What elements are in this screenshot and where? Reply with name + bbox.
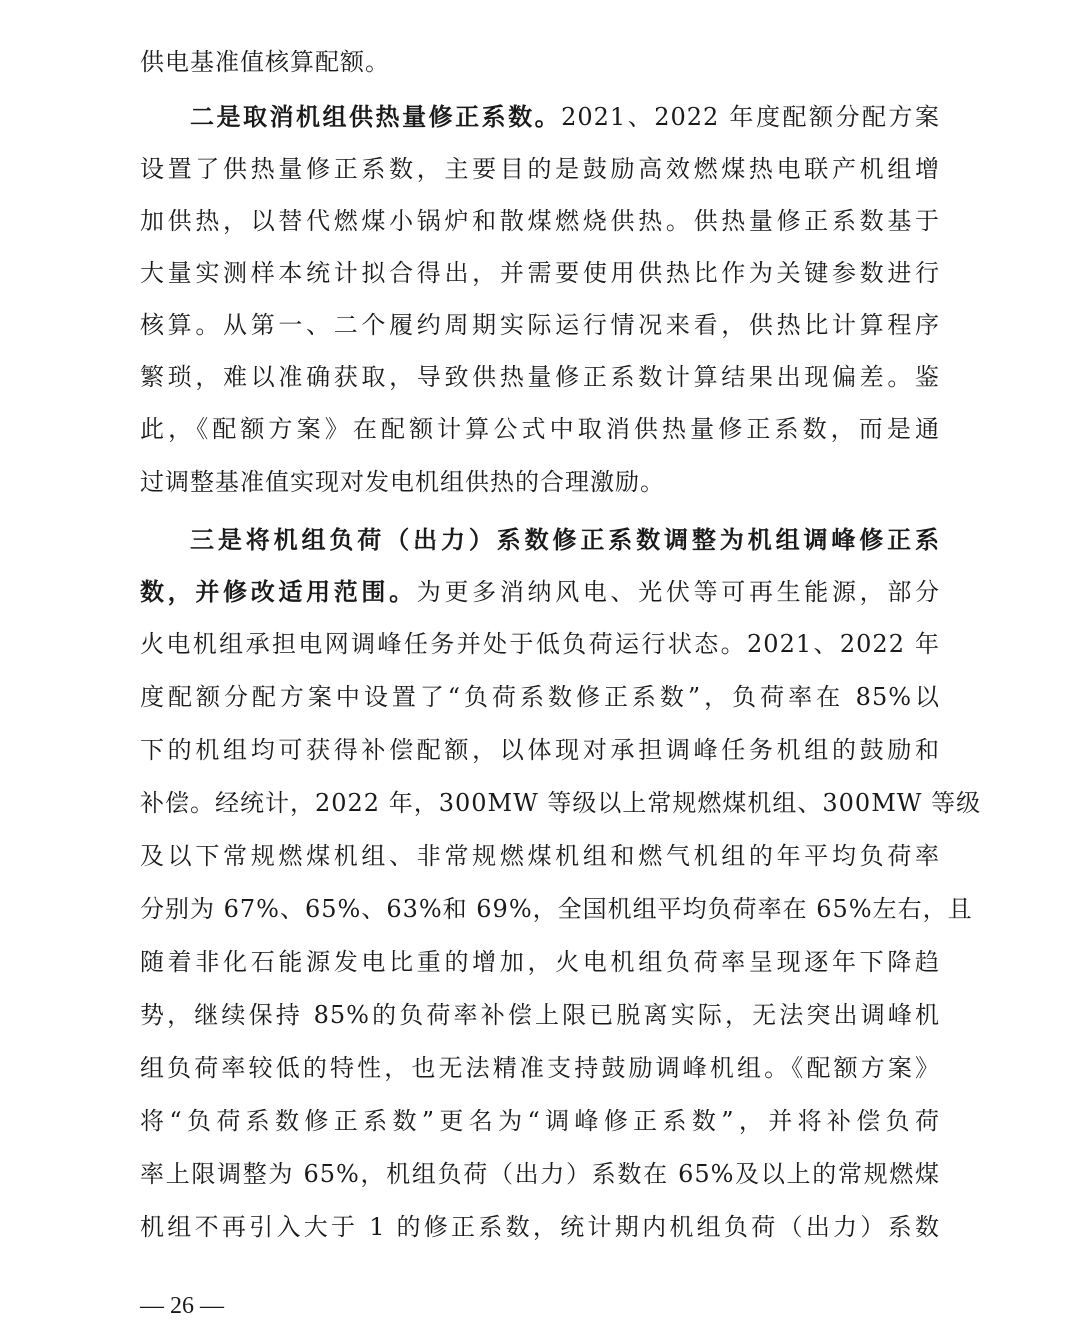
text-line: 火电机组承担电网调峰任务并处于低负荷运行状态。2021、2022 年 [140,630,940,658]
text-line: 补偿。经统计，2022 年，300MW 等级以上常规燃煤机组、300MW 等级 [140,789,982,817]
text-line: 随着非化石能源发电比重的增加，火电机组负荷率呈现逐年下降趋 [140,948,940,976]
text-line: 过调整基准值实现对发电机组供热的合理激励。 [140,468,665,496]
bold-heading: 数，并修改适用范围。 [140,577,417,606]
text-line: 率上限调整为 65%，机组负荷（出力）系数在 65%及以上的常规燃煤 [140,1160,940,1188]
text-line: 机组不再引入大于 1 的修正系数，统计期内机组负荷（出力）系数 [140,1213,940,1241]
text-line: 组负荷率较低的特性，也无法精准支持鼓励调峰机组。《配额方案》 [140,1054,940,1082]
text-line: 分别为 67%、65%、63%和 69%，全国机组平均负荷率在 65%左右，且 [140,895,973,923]
bold-heading: 三是将机组负荷（出力）系数修正系数调整为机组调峰修正系 [190,525,940,554]
text-line: 加供热，以替代燃煤小锅炉和散煤燃烧供热。供热量修正系数基于 [140,207,940,235]
text-line: 下的机组均可获得补偿配额，以体现对承担调峰任务机组的鼓励和 [140,736,940,764]
text-line: 度配额分配方案中设置了“负荷系数修正系数”，负荷率在 85%以 [140,683,940,711]
text-line: 及以下常规燃煤机组、非常规燃煤机组和燃气机组的年平均负荷率 [140,842,940,870]
text-line: 核算。从第一、二个履约周期实际运行情况来看，供热比计算程序 [140,311,940,339]
text-line: 二是取消机组供热量修正系数。2021、2022 年度配额分配方案 [190,102,940,131]
text-line: 此，《配额方案》在配额计算公式中取消供热量修正系数，而是通 [140,415,940,443]
text-line: 繁琐，难以准确获取，导致供热量修正系数计算结果出现偏差。鉴 [140,363,940,391]
text-line [190,518,940,562]
text-line: 将“负荷系数修正系数”更名为“调峰修正系数”，并将补偿负荷 [140,1107,940,1135]
page-number: — 26 — [140,1293,224,1319]
text-line: 数，并修改适用范围。为更多消纳风电、光伏等可再生能源，部分 [140,577,941,606]
text-line: 设置了供热量修正系数，主要目的是鼓励高效燃煤热电联产机组增 [140,155,940,183]
bold-heading: 二是取消机组供热量修正系数。 [190,102,562,131]
text-line: 供电基准值核算配额。 [140,48,390,76]
text-line: 大量实测样本统计拟合得出，并需要使用供热比作为关键参数进行 [140,259,940,287]
text-line: 势，继续保持 85%的负荷率补偿上限已脱离实际，无法突出调峰机 [140,1001,940,1029]
